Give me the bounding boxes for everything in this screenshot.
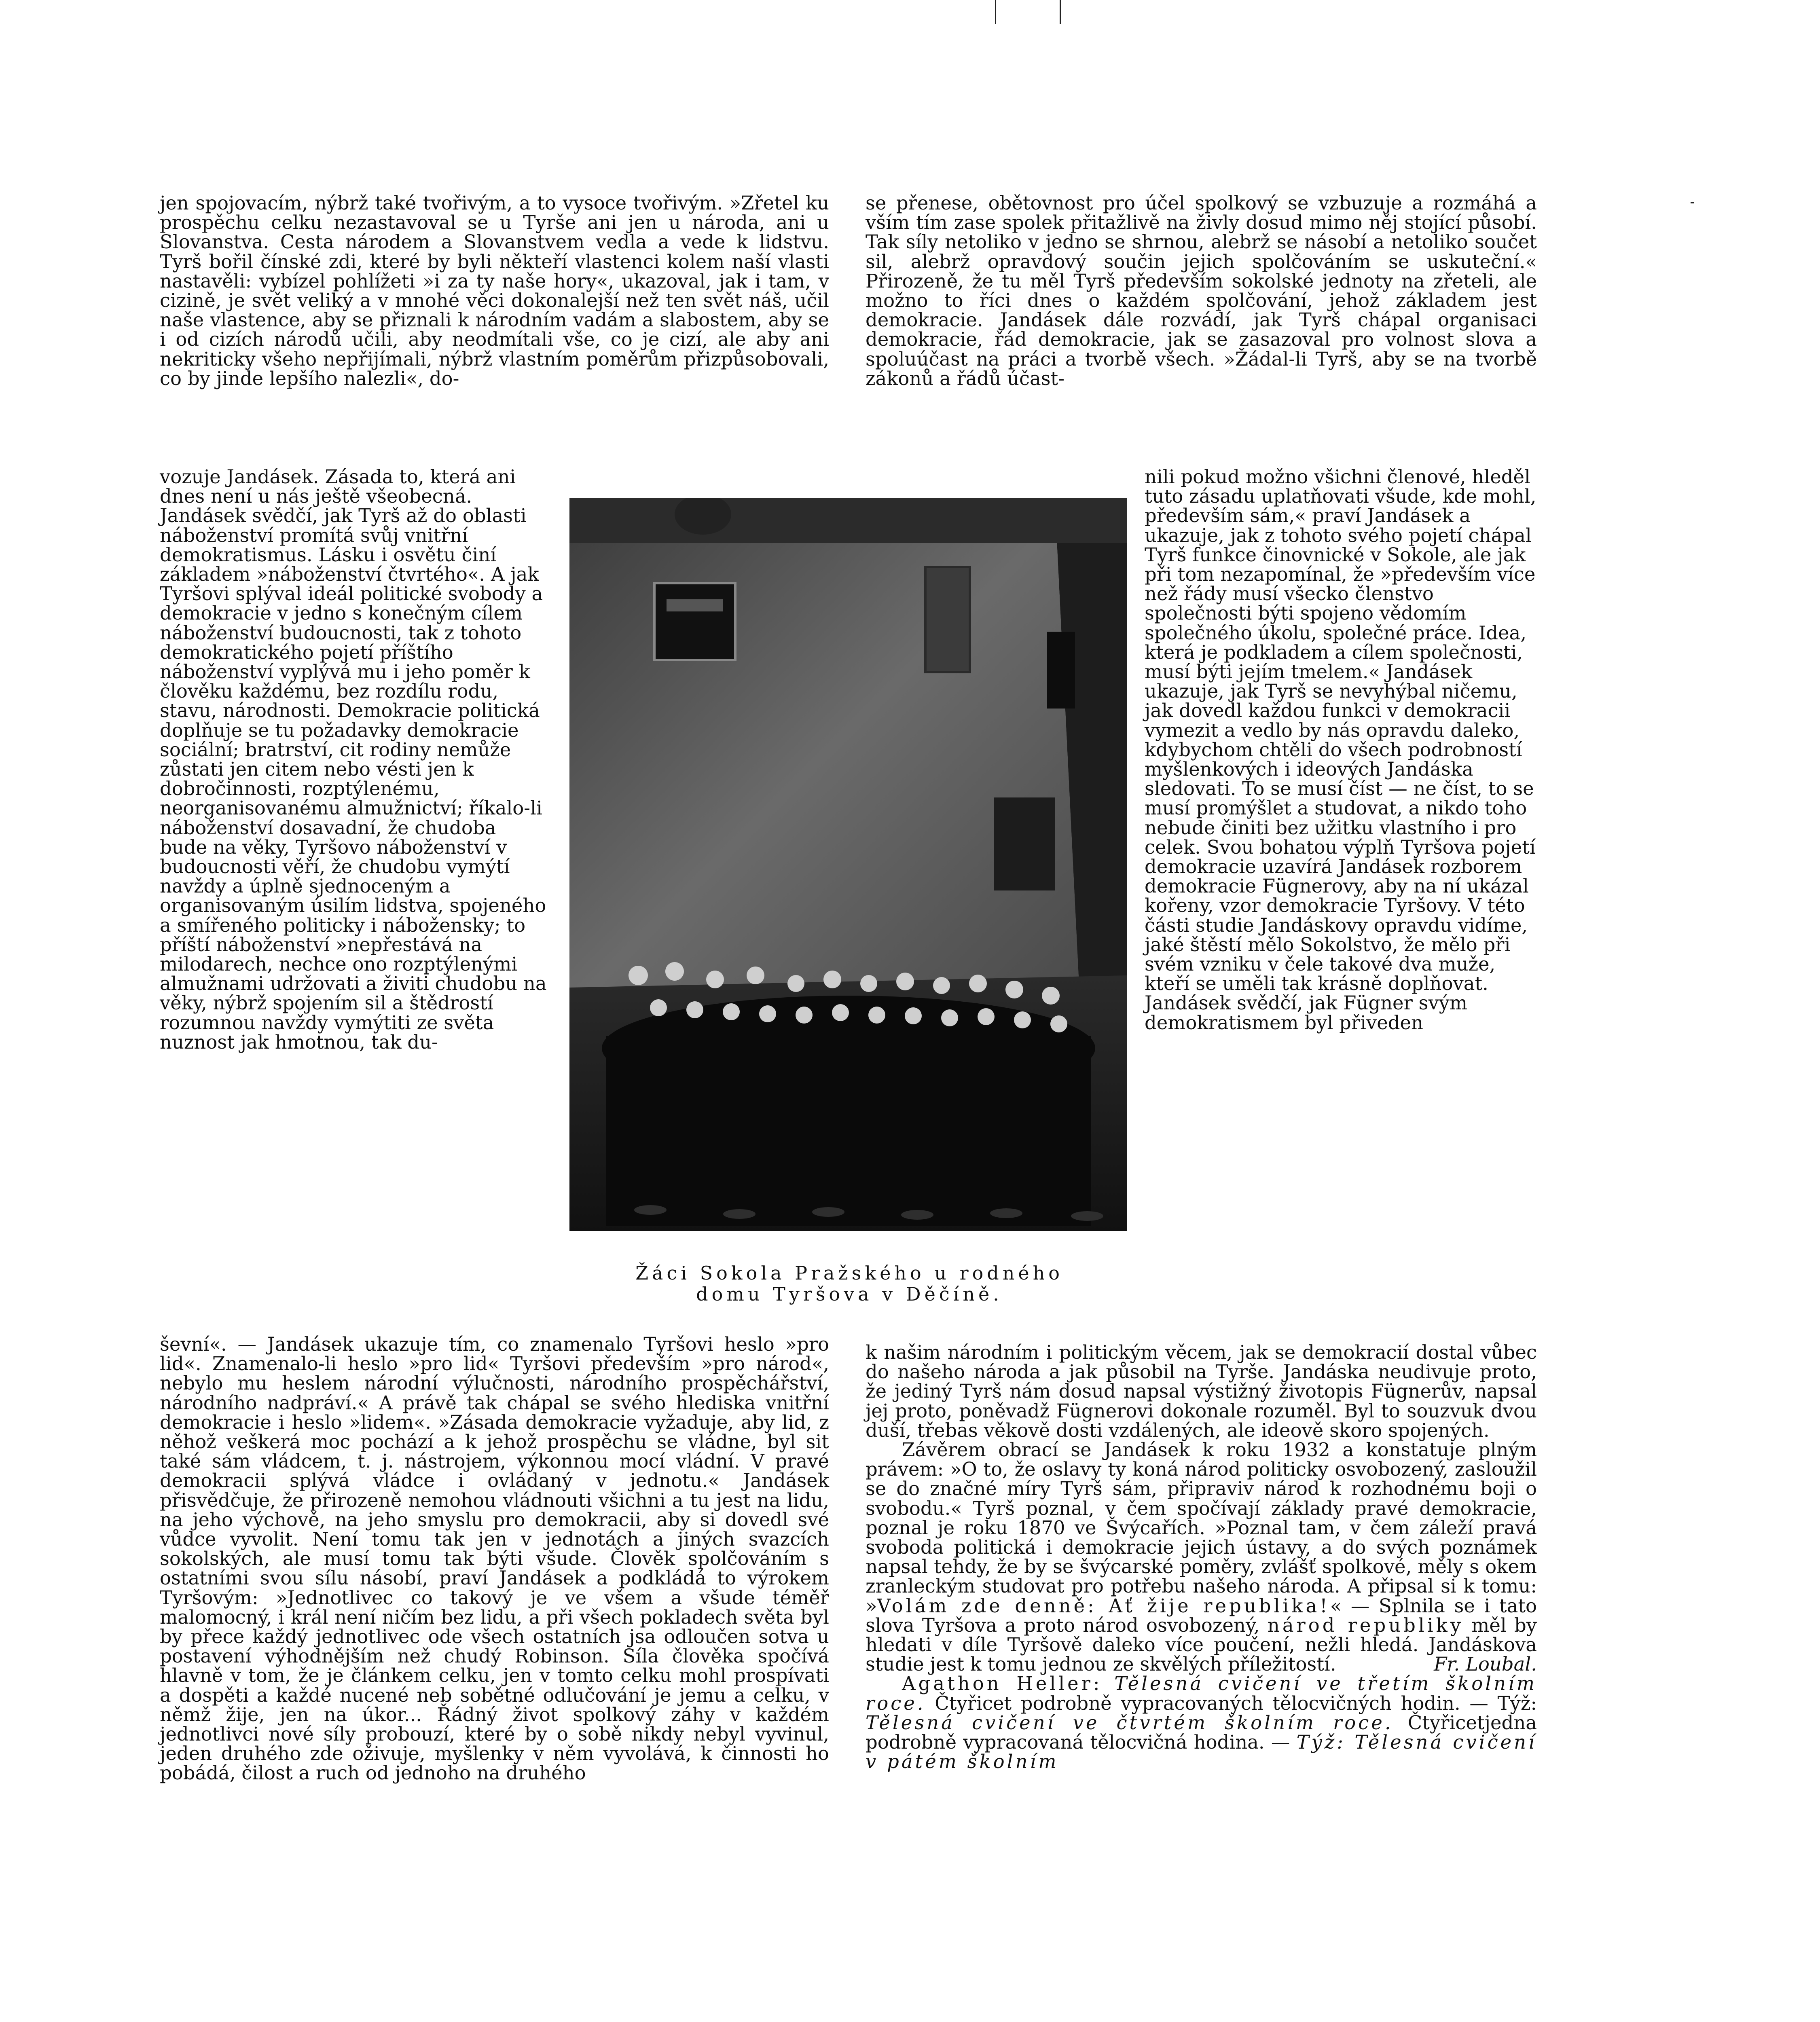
text-run: Čtyřicetjedna podrobně vypracovaná tělocvičná hodina. — xyxy=(866,1711,1537,1753)
paragraph: vozuje Jandásek. Zásada to, která ani dnes není u nás ještě všeobecná. Jandásek svědčí, jak Tyrš až do oblasti náboženství promítá svůj vnitřní demokratismus. Lásku i osvětu činí základem »náboženství čtvrtého«. A jak Tyršovi splýval ideál politické svobody a demokracie v jedno s konečným cílem náboženství budoucnosti, tak z tohoto demokratického pojetí příštího náboženství vyplývá mu i jeho poměr k člověku každému, bez rozdílu rodu, stavu, národnosti. Demokracie politická doplňuje se tu požadavky demokracie sociální; bratrství, cit rodiny nemůže zůstati jen citem nebo vésti jen k dobročinnosti, rozptýlenému, neorganisovanému almužnictví; říkalo-li náboženství dosavadní, že chudoba bude na věky, Tyršovo náboženství v budoucnosti věří, že chudobu vymýtí navždy a úplně sjednoceným a organisovaným úsilím lidstva, spojeného a smířeného politicky i nábožensky; to příští náboženství »nepřestává na milodarech, nechce ono rozptýlenými almužnami udržovati a živiti chudobu na věky, nýbrž spojením sil a štědrostí rozumnou navždy vymýtiti ze světa nuznost jak hmotnou, tak du- xyxy=(160,466,547,1053)
book-title: Tělesná cvičení ve čtvrtém školním roce. xyxy=(866,1711,1393,1734)
memorial-plaque xyxy=(654,583,735,660)
group-of-students xyxy=(602,996,1095,1226)
text-run: « — Splnila se i tato slova Tyršova a proto národ osvobozený, xyxy=(866,1595,1537,1636)
text-run: Týž: xyxy=(1296,1731,1355,1753)
text-run: měl by hledati v díle Tyršově daleko více poučení, nežli hledá. Jandáskova studie jest k tomu jednou ze skvělých příležitostí. xyxy=(866,1614,1537,1675)
paragraph: ševní«. — Jandásek ukazuje tím, co znamenalo Tyršovi heslo »pro lid«. Znamenalo-li heslo »pro lid« Tyršovi především »pro národ«, nebylo mu heslem národní výlučnosti, národního prospěchářství, národního nadpráví.« A právě tak chápal se svého hlediska vnitřní demokracie i heslo »lidem«. »Zásada demokracie vyžaduje, aby lid, z něhož veškerá moc pochází a k jehož prospěchu se vládne, byl sit také sám vládcem, t. j. nástrojem, výkonnou mocí vládní. V pravé demokracii splývá vládce i ovládaný v jednotu.« Jandásek přisvědčuje, že přirozeně nemohou vládnouti všichni a tu jest na lidu, na jeho výchově, na jeho smyslu pro demokracii, aby si dovedl své vůdce vyvolit. Není tomu tak jen v jednotách a jiných svazcích sokolských, ale musí tomu tak býti všude. Člověk spolčováním s ostatními svou sílu násobí, praví Jandásek a podkládá to výrokem Tyršovým: »Jednotlivec co takový je ve všem a všude téměř malomocný, i král není ničím bez lidu, a při všech pokladech světa byl by přece každý jednotlivec ode všech ostatních jsa odloučen sotva u postavení výhodnějším než chudý Robinson. Síla člověka spočívá hlavně v tom, že je článkem celku, jen v tomto celku mohl prospívati a dospěti a každé nucené neb sobětné odlučování je jemu a celku, v němž žije, jen na úkor... Řádný život spolkový záhy v každém jednotlivci nové síly probouzí, které by o sobě nikdy nebyl vyvinul, jeden druhého zde oživuje, myšlenky v něm vyvolává, k činnosti ho pobádá, čilost a ruch od jednoho na druhého xyxy=(160,1333,829,1784)
text-run-spaced: Volám zde denně: Ať žije republika! xyxy=(877,1595,1330,1617)
scan-mark-top-2 xyxy=(1060,0,1061,24)
group-photograph xyxy=(569,498,1127,1231)
paragraph: jen spojovacím, nýbrž také tvořivým, a to vysoce tvořivým. »Zřetel ku prospěchu celku nezastavoval se u Tyrše ani jen u národa, ani u Slovanstva. Cesta národem a Slovanstvem vedla a vede k lidstvu. Tyrš bořil čínské zdi, které by byli někteří vlastenci kolem naší vlasti nastavěli: vybízel pohlížeti »i za ty naše hory«, ukazoval, jak i tam, v cizině, je svět veliký a v mnohé věci dokonalejší než ten svět náš, učil naše vlastence, aby se přiznali k národním vadám a slabostem, aby se i od cizích národů učili, aby neodmítali vše, co je cizí, ale aby ani nekriticky všeho nepřijímali, nýbrž vlastním poměrům přizpůsobovali, co by jinde lepšího nalezli«, do- xyxy=(160,192,829,389)
left-column-bottom-text xyxy=(160,1335,829,1783)
photo-caption xyxy=(562,1263,1136,1305)
caption-line: Žáci Sokola Pražského u rodného xyxy=(635,1262,1063,1284)
author-signature: Fr. Loubal. xyxy=(1434,1653,1537,1675)
paragraph: k našim národním i politickým věcem, jak se demokracií dostal vůbec do našeho národa a jak působil na Tyrše. Jandáska neudivuje proto, že jediný Tyrš nám dosud napsal výstižný životopis Fügnerův, napsal jej proto, poněvadž Fügnerovi dokonale rozuměl. Byl to souzvuk dvou duší, třebas věkově dosti vzdálených, ale ideově skoro spojených. xyxy=(866,1341,1537,1441)
caption-line: domu Tyršova v Děčíně. xyxy=(696,1283,1003,1305)
roof-edge xyxy=(569,498,1127,543)
author-name: Agathon Heller: xyxy=(902,1673,1103,1695)
right-column-bottom-text xyxy=(866,1343,1537,1771)
paragraph xyxy=(866,1440,1537,1674)
left-column-narrow-text xyxy=(160,467,548,1052)
text-run: Čtyřicet podrobně vypracovaných tělocvičných hodin. — Týž: xyxy=(925,1692,1537,1714)
paragraph: nili pokud možno všichni členové, hleděl tuto zásadu uplatňovati všude, kde mohl, především sám,« praví Jandásek a ukazuje, jak z tohoto svého pojetí chápal Tyrš funkce činovnické v Sokole, ale jak při tom nezapomínal, že »především více než řády musí všecko členstvo společnosti býti spojeno vědomím společného úkolu, společné práce. Idea, která je podkladem a cílem společnosti, musí býti jejím tmelem.« Jandásek ukazuje, jak Tyrš se nevyhýbal ničemu, jak dovedl každou funkci v demokracii vymezit a vedlo by nás opravdu daleko, kdybychom chtěli do všech podrobností myšlenkových i ideových Jandáska sledovati. To se musí číst — ne číst, to se musí promýšlet a studovat, a nikdo toho nebude činiti bez užitku vlastního i pro celek. Svou bohatou výplň Tyršova pojetí demokracie uzavírá Jandásek rozborem demokracie Fügnerovy, aby na ní ukázal kořeny, vzor demokracie Tyršovy. V této části studie Jandáskovy opravdu vidíme, jaké štěstí mělo Sokolstvo, že mělo při svém vzniku v čele takové dva muže, kteří se uměli tak krásně doplňovat. Jandásek svědčí, jak Fügner svým demokratismem byl přiveden xyxy=(1145,466,1536,1034)
left-column-top-text xyxy=(160,193,829,388)
text-run: Závěrem obrací se Jandásek k roku 1932 a konstatuje plným právem: »O to, že oslavy ty koná národ politicky osvobozený, zasloužil se do značné míry Tyrš sám, připraviv národ k rozhodnému boji o svobodu.« Tyrš poznal, v čem spočívají základy pravé demokracie, poznal je roku 1870 ve Švýcařích. »Poznal tam, v čem záleží pravá svoboda politická i demokracie jejich ústavy, a do svých poznámek napsal tehdy, že by se švýcarské poměry, zvlášť spolkové, měly s okem zranleckým studovat pro potřebu našeho národa. A připsal si k tomu: » xyxy=(866,1439,1537,1617)
paragraph: se přenese, obětovnost pro účel spolkový se vzbuzuje a rozmáhá a vším tím zase spolek přitažlivě na živly dosud mimo něj stojící působí. Tak síly netoliko v jedno se shrnou, alebrž se násobí a netoliko součet sil, alebrž opravdový součin jejich spolčováním se uskuteční.« Přirozeně, že tu měl Tyrš především sokolské jednoty na zřeteli, ale možno to říci dnes o každém spolčování, jehož základem jest demokracie. Jandásek dále rozvádí, jak Tyrš chápal organisaci demokracie, řád demokracie, jak se zasazoval pro volnost slova a spoluúčast na práci a tvorbě všech. »Žádal-li Tyrš, aby se na tvorbě zákonů a řádů účast- xyxy=(866,192,1537,389)
book-title: Tělesná cvičení ve třetím školním roce. xyxy=(866,1673,1537,1714)
doorway xyxy=(994,797,1055,890)
text-run-spaced: národ republiky xyxy=(1267,1614,1464,1636)
scan-mark-top xyxy=(995,0,996,24)
right-column-narrow-text xyxy=(1145,467,1537,1032)
paragraph xyxy=(866,1674,1537,1771)
book-title: Tělesná cvičení v pátém školním xyxy=(866,1731,1537,1773)
dark-window xyxy=(1047,632,1075,709)
building-wall xyxy=(569,498,1079,1008)
shuttered-window xyxy=(925,567,970,672)
plaque-text-band xyxy=(667,599,723,611)
right-column-top-text xyxy=(866,193,1537,388)
scan-mark-right xyxy=(1691,202,1694,203)
